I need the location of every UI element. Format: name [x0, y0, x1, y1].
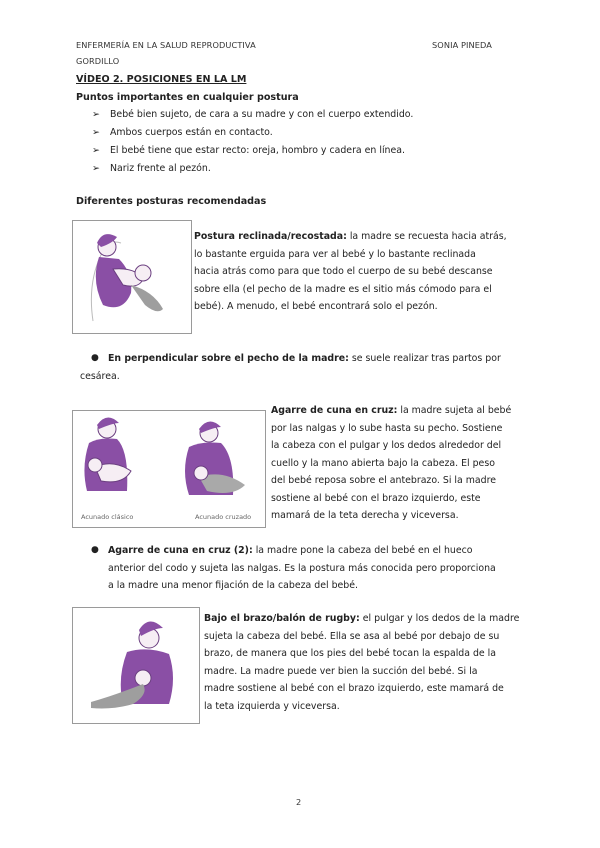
list-item: ➢ Bebé bien sujeto, de cara a su madre y con el cuerpo extendido. [110, 106, 510, 124]
header-left: ENFERMERÍA EN LA SALUD REPRODUCTIVA [76, 40, 256, 50]
reclined-posture-image [72, 220, 192, 334]
section-heading-postures: Diferentes posturas recomendadas [76, 196, 267, 207]
header-right: SONIA PINEDA [432, 40, 492, 50]
arrow-bullet-icon: ➢ [92, 109, 100, 120]
bullet-dot-icon: ● [91, 545, 99, 555]
rugby-hold-image [72, 607, 200, 724]
arrow-bullet-icon: ➢ [92, 163, 100, 174]
cradle-postures-image [72, 410, 266, 528]
posture-perpendicular-text: ● En perpendicular sobre el pecho de la madre: se suele realizar tras partos por cesárea. [108, 350, 528, 385]
arrow-bullet-icon: ➢ [92, 145, 100, 156]
caption-cross-cradle: Acunado cruzado [195, 513, 252, 521]
posture-rugby-text: Bajo el brazo/balón de rugby: el pulgar y los dedos de la madre sujeta la cabeza del bebé. Ella se asa al bebé por debajo de su brazo, de manera que los pies del bebé tocan la espalda de la madre. La madre puede ver bien la succión del bebé. Si la madre sostiene al bebé con el brazo izquierdo, este mamará de la teta izquierda y viceversa. [204, 613, 520, 712]
section-heading-key-points: Puntos importantes en cualquier postura [76, 92, 299, 103]
posture-cross-cradle-2-text: ● Agarre de cuna en cruz (2): la madre pone la cabeza del bebé en el hueco anterior del codo y sujeta las nalgas. Es la postura más conocida pero proporciona a la madre una menor fijación de la cabeza del bebé. [108, 542, 528, 595]
key-points-list [92, 106, 510, 178]
posture-reclined-text: Postura reclinada/recostada: la madre se recuesta hacia atrás, lo bastante erguida para ver al bebé y lo bastante reclinada hacia atrás como para que todo el cuerpo de su bebé descanse sobre ella (el pecho de la madre es el sitio más cómodo para el bebé). A menudo, el bebé encontrará solo el pezón. [194, 231, 507, 312]
page-number: 2 [296, 797, 302, 807]
header-left-line2: GORDILLO [76, 56, 120, 66]
caption-classic-cradle: Acunado clásico [81, 513, 134, 521]
page-title: VÍDEO 2. POSICIONES EN LA LM [76, 74, 247, 85]
bullet-dot-icon: ● [91, 353, 99, 363]
posture-cross-cradle-text: Agarre de cuna en cruz: la madre sujeta al bebé por las nalgas y lo sube hasta su pecho. Sostiene la cabeza con el pulgar y los dedos alrededor del cuello y la mano abierta bajo la cabeza. El peso del bebé reposa sobre el antebrazo. Si la madre sostiene al bebé con el brazo izquierdo, este mamará de la teta derecha y viceversa. [271, 405, 512, 521]
list-item: ➢ El bebé tiene que estar recto: oreja, hombro y cadera en línea. [110, 142, 510, 160]
list-item: ➢ Nariz frente al pezón. [110, 160, 510, 178]
list-item: ➢ Ambos cuerpos están en contacto. [110, 124, 510, 142]
arrow-bullet-icon: ➢ [92, 127, 100, 138]
